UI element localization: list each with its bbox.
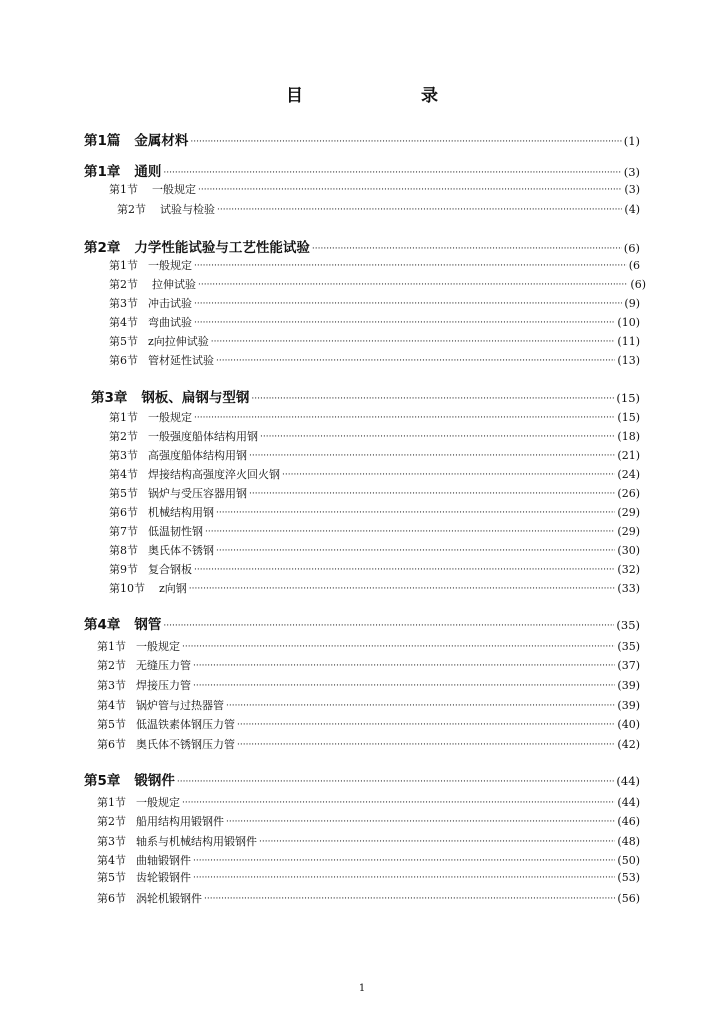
toc-section-2-1[interactable]	[109, 257, 640, 273]
dot-leader	[211, 337, 616, 347]
toc-section-3-3[interactable]	[109, 447, 640, 463]
section-label: 第2节 试验与检验	[117, 203, 215, 216]
dot-leader	[189, 584, 616, 594]
section-label: 第4节 弯曲试验	[109, 316, 192, 329]
dot-leader	[237, 720, 615, 730]
dot-leader	[226, 701, 615, 711]
toc-section-5-6[interactable]	[97, 890, 640, 906]
dot-leader	[226, 817, 615, 827]
dot-leader	[249, 489, 615, 499]
section-label: 第1节 一般规定	[109, 411, 192, 424]
section-label: 第5节 z向拉伸试验	[109, 335, 209, 348]
toc-section-3-9[interactable]	[109, 561, 640, 577]
toc-section-3-8[interactable]	[109, 542, 640, 558]
dot-leader	[163, 621, 614, 631]
toc-section-3-5[interactable]	[109, 485, 640, 501]
section-label: 第3节 焊接压力管	[97, 679, 191, 692]
page-number: (40)	[617, 718, 640, 731]
footer-page-number: 1	[358, 983, 366, 994]
toc-section-1-2[interactable]	[117, 201, 640, 217]
toc-section-2-3[interactable]	[109, 295, 640, 311]
section-label: 第5节 齿轮锻钢件	[97, 871, 191, 884]
toc-section-3-10[interactable]	[109, 580, 640, 596]
section-label: 第8节 奥氏体不锈钢	[109, 544, 214, 557]
toc-section-5-1[interactable]	[97, 794, 640, 810]
toc-section-3-4[interactable]	[109, 466, 640, 482]
section-label: 第9节 复合钢板	[109, 563, 192, 576]
toc-section-5-5[interactable]	[97, 869, 640, 885]
toc-chapter-4[interactable]	[84, 613, 640, 633]
dot-leader	[193, 661, 615, 671]
page-number: (35)	[617, 640, 640, 653]
dot-leader	[190, 137, 621, 147]
section-label: 第3节 冲击试验	[109, 297, 192, 310]
toc-section-5-2[interactable]	[97, 813, 640, 829]
page-number: (39)	[617, 699, 640, 712]
dot-leader	[177, 777, 614, 787]
page-number: (48)	[617, 835, 640, 848]
dot-leader	[217, 205, 622, 215]
dot-leader	[182, 642, 615, 652]
section-label: 第2节 一般强度船体结构用钢	[109, 430, 258, 443]
toc-section-5-4[interactable]	[97, 852, 640, 868]
page-number: (56)	[617, 892, 640, 905]
toc-section-5-3[interactable]	[97, 833, 640, 849]
section-label: 第1节 一般规定	[97, 796, 180, 809]
toc-section-4-1[interactable]	[97, 638, 640, 654]
section-label: 第2节 拉伸试验	[109, 278, 196, 291]
page-number: (11)	[617, 335, 640, 348]
toc-section-3-7[interactable]	[109, 523, 640, 539]
toc-section-4-4[interactable]	[97, 697, 640, 713]
page-number: (15)	[616, 391, 640, 405]
page-number: (26)	[617, 487, 640, 500]
page-number: (4)	[624, 203, 640, 216]
section-label: 第5节 低温铁素体钢压力管	[97, 718, 235, 731]
dot-leader	[193, 856, 615, 866]
page-number: (6	[628, 259, 640, 272]
page-number: (15)	[617, 411, 640, 424]
page-number: (30)	[617, 544, 640, 557]
dot-leader	[237, 740, 615, 750]
dot-leader	[163, 168, 621, 178]
dot-leader	[251, 394, 614, 404]
section-label: 第10节 z向钢	[109, 582, 187, 595]
page-number: (6)	[630, 278, 646, 291]
toc-section-2-6[interactable]	[109, 352, 640, 368]
dot-leader	[205, 527, 615, 537]
dot-leader	[216, 356, 615, 366]
dot-leader	[193, 681, 615, 691]
toc-section-3-2[interactable]	[109, 428, 640, 444]
section-label: 第4节 锅炉管与过热器管	[97, 699, 224, 712]
page-number: (39)	[617, 679, 640, 692]
dot-leader	[260, 432, 615, 442]
toc-section-2-4[interactable]	[109, 314, 640, 330]
toc-chapter-1[interactable]	[84, 160, 640, 180]
toc-section-4-6[interactable]	[97, 736, 640, 752]
dot-leader	[193, 873, 615, 883]
toc-title: 目 录	[286, 86, 466, 106]
dot-leader	[259, 837, 615, 847]
section-label: 第6节 涡轮机锻钢件	[97, 892, 202, 905]
section-label: 第6节 奥氏体不锈钢压力管	[97, 738, 235, 751]
page-number: (18)	[617, 430, 640, 443]
dot-leader	[194, 299, 622, 309]
chapter-label: 第3章 钢板、扁钢与型钢	[91, 390, 250, 406]
page-number: (33)	[617, 582, 640, 595]
section-label: 第3节 轴系与机械结构用锻钢件	[97, 835, 257, 848]
toc-section-4-2[interactable]	[97, 657, 640, 673]
dot-leader	[312, 244, 622, 254]
dot-leader	[198, 280, 628, 290]
toc-section-2-2[interactable]	[109, 276, 646, 292]
chapter-label: 第2章 力学性能试验与工艺性能试验	[84, 240, 310, 256]
dot-leader	[216, 546, 615, 556]
toc-section-4-3[interactable]	[97, 677, 640, 693]
section-label: 第2节 船用结构用锻钢件	[97, 815, 224, 828]
page-number: (44)	[616, 774, 640, 788]
section-label: 第6节 管材延性试验	[109, 354, 214, 367]
page-number: (32)	[617, 563, 640, 576]
toc-chapter-5[interactable]	[84, 769, 640, 789]
page-number: (3)	[623, 165, 640, 179]
page-number: (6)	[623, 241, 640, 255]
toc-section-3-6[interactable]	[109, 504, 640, 520]
toc-chapter-3[interactable]	[91, 386, 640, 406]
dot-leader	[249, 451, 615, 461]
section-label: 第1节 一般规定	[109, 183, 196, 196]
page-number: (29)	[617, 506, 640, 519]
dot-leader	[194, 261, 627, 271]
page-number: (9)	[624, 297, 640, 310]
toc-section-4-5[interactable]	[97, 716, 640, 732]
section-label: 第6节 机械结构用钢	[109, 506, 214, 519]
toc-section-2-5[interactable]	[109, 333, 640, 349]
chapter-label: 第4章 钢管	[84, 617, 162, 633]
toc-section-3-1[interactable]	[109, 409, 640, 425]
page-number: (44)	[617, 796, 640, 809]
dot-leader	[182, 798, 615, 808]
toc-part-1[interactable]	[84, 129, 640, 149]
section-label: 第4节 焊接结构高强度淬火回火钢	[109, 468, 280, 481]
section-label: 第7节 低温韧性钢	[109, 525, 203, 538]
dot-leader	[204, 894, 615, 904]
page-number: (13)	[617, 354, 640, 367]
page-number: (3)	[624, 183, 640, 196]
page-number: (1)	[623, 134, 640, 148]
page-number: (46)	[617, 815, 640, 828]
section-label: 第1节 一般规定	[109, 259, 192, 272]
page-number: (35)	[616, 618, 640, 632]
page-number: (37)	[617, 659, 640, 672]
dot-leader	[198, 185, 622, 195]
dot-leader	[216, 508, 615, 518]
dot-leader	[282, 470, 615, 480]
section-label: 第1节 一般规定	[97, 640, 180, 653]
page-number: (24)	[617, 468, 640, 481]
dot-leader	[194, 413, 615, 423]
page-number: (29)	[617, 525, 640, 538]
page-number: (50)	[617, 854, 640, 867]
page-number: (53)	[617, 871, 640, 884]
chapter-label: 第1章 通则	[84, 164, 162, 180]
section-label: 第3节 高强度船体结构用钢	[109, 449, 247, 462]
section-label: 第4节 曲轴锻钢件	[97, 854, 191, 867]
dot-leader	[194, 565, 615, 575]
section-label: 第5节 锅炉与受压容器用钢	[109, 487, 247, 500]
page-number: (21)	[617, 449, 640, 462]
chapter-label: 第5章 锻钢件	[84, 773, 175, 789]
part-label: 第1篇 金属材料	[84, 133, 189, 149]
page-number: (10)	[617, 316, 640, 329]
toc-section-1-1[interactable]	[109, 181, 640, 197]
dot-leader	[194, 318, 615, 328]
toc-chapter-2[interactable]	[84, 236, 640, 256]
page-number: (42)	[617, 738, 640, 751]
section-label: 第2节 无缝压力管	[97, 659, 191, 672]
